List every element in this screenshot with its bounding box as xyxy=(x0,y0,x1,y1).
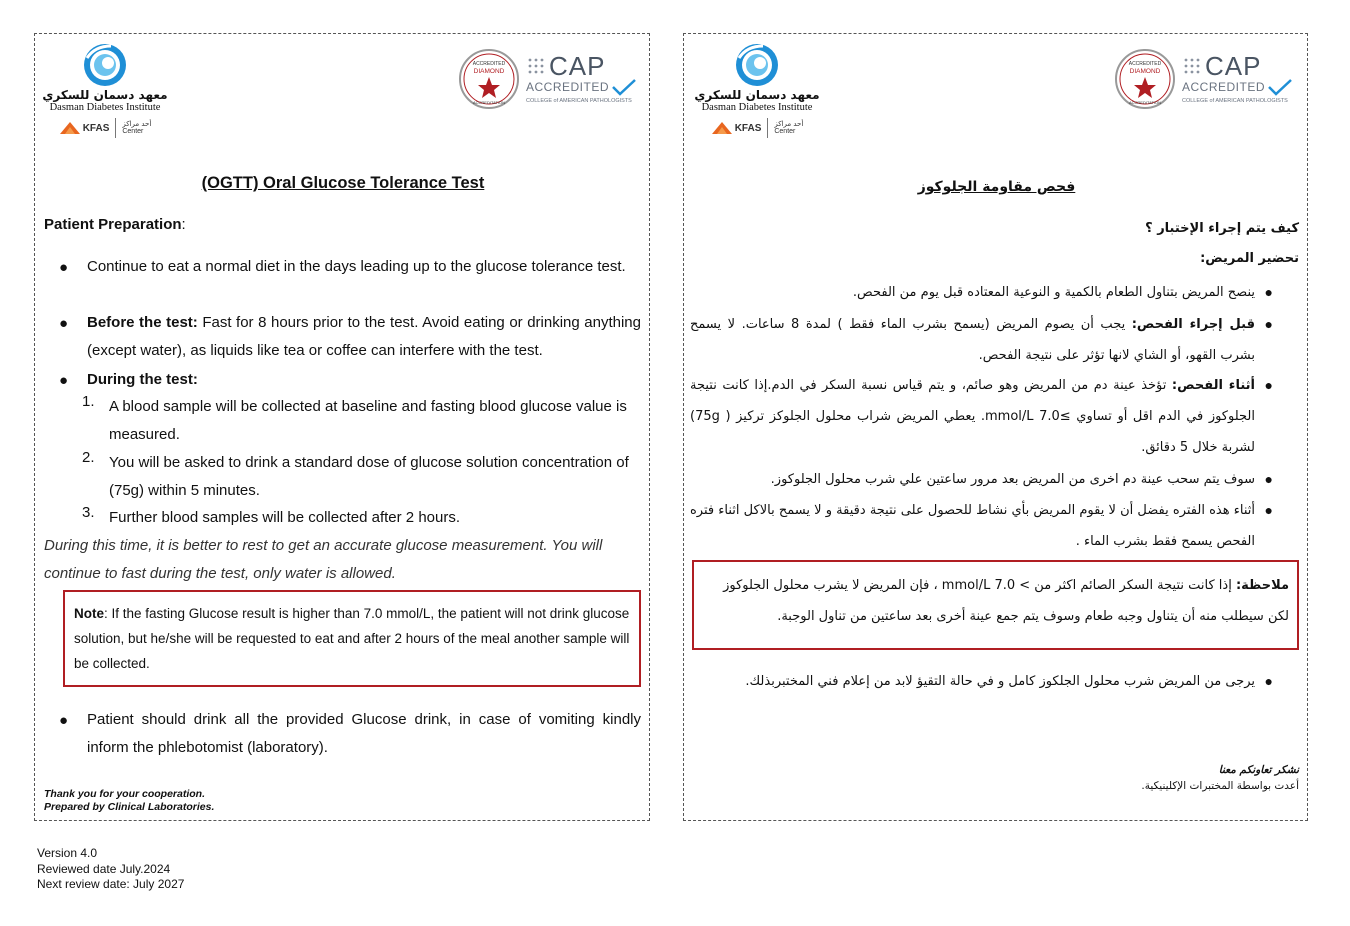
note-label: Note xyxy=(74,606,104,621)
dasman-english-name: Dasman Diabetes Institute xyxy=(49,102,161,113)
dasman-english-name: Dasman Diabetes Institute xyxy=(701,102,813,113)
list-item: During the test: xyxy=(87,371,198,388)
kfas-label: KFAS xyxy=(734,122,762,134)
cap-accredited: ACCREDITED xyxy=(526,80,610,94)
kfas-center-en: Center xyxy=(122,128,144,135)
english-panel xyxy=(34,33,650,821)
list-item: Before the test: Fast for 8 hours prior to the test. Avoid eating or drinking anything (except water), as liquids like tea or coffee can interfere with the test. xyxy=(87,314,641,359)
kfas-center-ar: أحد مراكز xyxy=(122,120,152,128)
cap-title: CAP xyxy=(549,51,606,81)
bullet-icon: ● xyxy=(1264,377,1273,393)
patient-preparation-heading: Patient Preparation: xyxy=(44,216,186,233)
list-item: قبل إجراء الفحص: يجب أن يصوم المريض (يسمح بشرب الماء فقط ) لمدة 8 ساعات. لا يسمح بشرب القهو، أو الشاي لانها تؤثر على نتيجة الفحص. xyxy=(690,317,1255,363)
list-item: Continue to eat a normal diet in the days leading up to the glucose tolerance test. xyxy=(87,258,626,275)
kfas-logo xyxy=(40,118,170,138)
version-number: Version 4.0 xyxy=(37,846,98,860)
diamond-accreditation-seal-icon xyxy=(1114,48,1176,110)
diamond-accreditation-seal-icon xyxy=(458,48,520,110)
checkmark-icon xyxy=(611,78,637,96)
bullet-icon: ● xyxy=(1264,471,1273,487)
bullet-icon: ● xyxy=(59,372,69,389)
thanks-note: Thank you for your cooperation. Prepared by Clinical Laboratories. xyxy=(44,788,215,813)
kfas-logo xyxy=(692,118,822,138)
cap-college: COLLEGE of AMERICAN PATHOLOGISTS xyxy=(1182,98,1288,104)
step-item: A blood sample will be collected at baseline and fasting blood glucose value is measured. xyxy=(109,398,627,443)
bullet-icon: ● xyxy=(1264,316,1273,332)
next-review-date: Next review date: July 2027 xyxy=(37,877,185,891)
step-number: 3. xyxy=(82,504,95,521)
list-item: يرجى من المريض شرب محلول الجلكوز كامل و في حالة التقيؤ لابد من إعلام فني المختبربذلك. xyxy=(745,674,1255,689)
list-item: أثناء الفحص: تؤخذ عينة دم من المريض وهو صائم، و يتم قياس نسبة السكر في الدم.إذا كانت نتيجة الجلوكوز في الدم اقل أو تساوي ≥7.0 mmol/L. يعطي المريض شراب محلول الجلوكز تركيز ( 75g) لشربة خلال 5 دقائق. xyxy=(690,378,1255,455)
version-info xyxy=(37,846,184,893)
how-heading: كيف يتم إجراء الإختبار ؟ xyxy=(1145,221,1299,236)
seal-top-text: ACCREDITED xyxy=(1128,61,1162,67)
bullet-icon: ● xyxy=(1264,502,1273,518)
note-box xyxy=(63,590,641,687)
accreditation-logos xyxy=(458,48,637,110)
arabic-panel xyxy=(683,33,1308,821)
list-item: سوف يتم سحب عينة دم اخرى من المريض بعد مرور ساعتين علي شرب محلول الجلوكوز. xyxy=(770,472,1255,487)
bullet-icon: ● xyxy=(59,315,69,332)
arabic-thanks-note: نشكر تعاونكم معنا أعدت بواسطة المختبرات الإكلينيكية. xyxy=(1141,764,1299,792)
seal-top-text: ACCREDITED xyxy=(472,61,506,67)
accreditation-logos xyxy=(1114,48,1293,110)
bullet-icon: ● xyxy=(59,712,69,729)
kfas-icon xyxy=(59,121,81,135)
dasman-arabic-name: معهد دسمان للسكري xyxy=(694,88,820,102)
arabic-note-box xyxy=(692,560,1299,650)
bullet-icon: ● xyxy=(1264,284,1273,300)
cap-college: COLLEGE of AMERICAN PATHOLOGISTS xyxy=(526,98,632,104)
list-item: أثناء هذه الفتره يفضل أن لا يقوم المريض بأي نشاط للحصول على نتيجة دقيقة و لا يسمح بالاكل اثناء فتره الفحص يسمح فقط بشرب الماء . xyxy=(690,503,1255,549)
note-text: : If the fasting Glucose result is higher than 7.0 mmol/L, the patient will not drink glucose solution, but he/she will be requested to eat and after 2 hours of the meal another sample will be collected. xyxy=(74,606,630,671)
list-item: ينصح المريض بتناول الطعام بالكمية و النوعية المعتاده قبل يوم من الفحص. xyxy=(852,285,1255,300)
seal-bottom-text: ACCREDITATION xyxy=(472,100,506,105)
arabic-note-label: ملاحظة: xyxy=(1235,578,1289,593)
seal-mid-text: DIAMOND xyxy=(1129,68,1161,75)
dasman-arabic-name: معهد دسمان للسكري xyxy=(42,88,168,102)
dasman-swirl-icon xyxy=(733,42,781,88)
step-item: Further blood samples will be collected after 2 hours. xyxy=(109,509,461,526)
step-number: 1. xyxy=(82,393,95,410)
dasman-logo xyxy=(692,42,822,138)
kfas-center-en: Center xyxy=(774,128,796,135)
seal-mid-text: DIAMOND xyxy=(473,68,505,75)
italic-note: During this time, it is better to rest to get an accurate glucose measurement. You will continue to fast during the test, only water is allowed. xyxy=(44,537,603,582)
list-item: Patient should drink all the provided Glucose drink, in case of vomiting kindly inform the phlebotomist (laboratory). xyxy=(87,711,641,756)
seal-bottom-text: ACCREDITATION xyxy=(1128,100,1162,105)
kfas-center-ar: أحد مراكز xyxy=(774,120,804,128)
step-item: You will be asked to drink a standard dose of glucose solution concentration of (75g) within 5 minutes. xyxy=(109,454,629,499)
arabic-note-text: إذا كانت نتيجة السكر الصائم اكثر من > 7.0 mmol/L ، فإن المريض لا يشرب محلول الجلوكوز لكن سيطلب منه أن يتناول وجبه طعام وسوف يتم جمع عينة أخرى بعد ساعتين من تناول الوجبة. xyxy=(723,578,1289,624)
bullet-icon: ● xyxy=(59,259,69,276)
cap-dots-icon xyxy=(526,56,546,76)
checkmark-icon xyxy=(1267,78,1293,96)
arabic-title: فحص مقاومة الجلوكوز xyxy=(917,179,1076,195)
dasman-logo xyxy=(40,42,170,138)
dasman-swirl-icon xyxy=(81,42,129,88)
cap-title: CAP xyxy=(1205,51,1262,81)
step-number: 2. xyxy=(82,449,95,466)
english-title: (OGTT) Oral Glucose Tolerance Test xyxy=(201,174,485,192)
kfas-label: KFAS xyxy=(82,122,110,134)
cap-accredited: ACCREDITED xyxy=(1182,80,1266,94)
cap-dots-icon xyxy=(1182,56,1202,76)
preparation-heading: تحضير المريض: xyxy=(1200,251,1299,266)
bullet-icon: ● xyxy=(1264,673,1273,689)
kfas-icon xyxy=(711,121,733,135)
reviewed-date: Reviewed date July.2024 xyxy=(37,861,171,876)
